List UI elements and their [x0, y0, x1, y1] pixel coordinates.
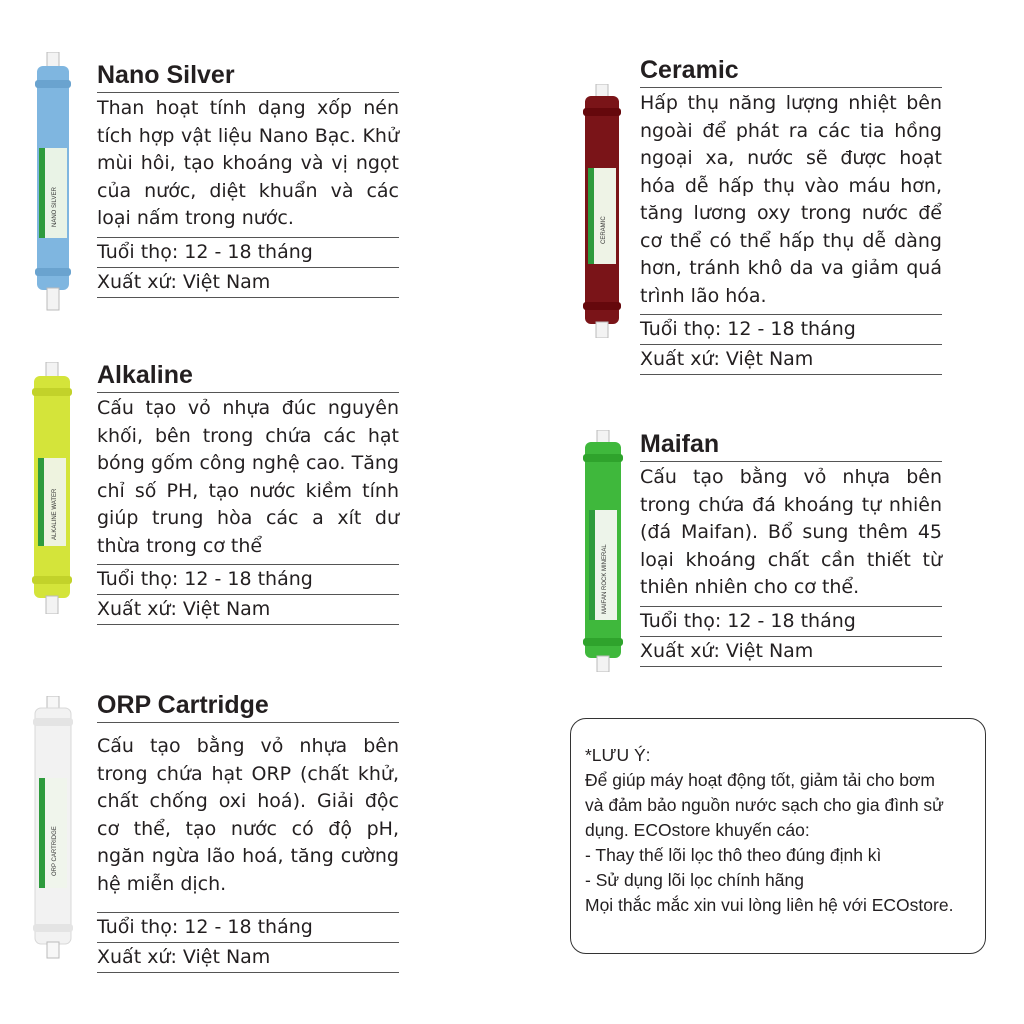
product-origin: Xuất xứ: Việt Nam [640, 637, 942, 667]
product-alkaline [97, 360, 399, 625]
note-line: dụng. ECOstore khuyến cáo: [585, 820, 810, 840]
maifan-filter-image [582, 430, 624, 672]
ceramic-label-text: CERAMIC [601, 216, 607, 244]
ceramic-filter-image [582, 84, 622, 338]
product-description: Hấp thụ năng lượng nhiệt bên ngoài để phát ra các tia hồng ngoại xa, nước sẽ được hoạt hóa dễ hấp thụ vào máu hơn, tăng lương oxy trong nước để cơ thể có thể hấp thụ dễ dàng hơn, tránh khô da va giảm quá trình lão hóa. [640, 88, 942, 315]
product-lifespan: Tuổi thọ: 12 - 18 tháng [97, 913, 399, 943]
product-description: Cấu tạo bằng vỏ nhựa bên trong chứa hạt ORP (chất khử, chất chống oxi hoá). Giải độc cơ thể, tạo nước có độ pH, ngăn ngừa lão hoá, tăng cường hệ miễn dịch. [97, 731, 399, 913]
product-ceramic [640, 55, 942, 375]
product-origin: Xuất xứ: Việt Nam [97, 943, 399, 973]
product-description: Cấu tạo vỏ nhựa đúc nguyên khối, bên trong chứa các hạt bóng gốm công nghệ cao. Tăng chỉ số PH, tạo nước kiềm tính giúp trung hòa các a xít dư thừa trong cơ thể [97, 393, 399, 565]
product-maifan [640, 429, 942, 667]
product-nano-silver [97, 60, 399, 298]
product-lifespan: Tuổi thọ: 12 - 18 tháng [97, 565, 399, 595]
alkaline-filter-image [30, 362, 74, 614]
note-line: - Thay thế lõi lọc thô theo đúng định kì [585, 845, 882, 865]
orp-filter-image [32, 696, 74, 960]
product-lifespan: Tuổi thọ: 12 - 18 tháng [640, 315, 942, 345]
product-title: Alkaline [97, 360, 399, 393]
note-line: - Sử dụng lõi lọc chính hãng [585, 870, 804, 890]
product-lifespan: Tuổi thọ: 12 - 18 tháng [640, 607, 942, 637]
product-lifespan: Tuổi thọ: 12 - 18 tháng [97, 238, 399, 268]
note-line: Để giúp máy hoạt động tốt, giảm tải cho bơm [585, 770, 935, 790]
product-orp-cartridge [97, 690, 399, 973]
note-line: và đảm bảo nguồn nước sạch cho gia đình sử [585, 795, 944, 815]
product-origin: Xuất xứ: Việt Nam [640, 345, 942, 375]
product-description: Than hoạt tính dạng xốp nén tích hợp vật liệu Nano Bạc. Khử mùi hôi, tạo khoáng và vị ngọt của nước, diệt khuẩn và các loại nấm trong nước. [97, 93, 399, 238]
maifan-label-text: MAIFAN ROCK MINERAL [602, 544, 608, 614]
note-line: Mọi thắc mắc xin vui lòng liên hệ với ECOstore. [585, 895, 954, 915]
alkaline-label-text: ALKALINE WATER [52, 488, 58, 540]
product-description: Cấu tạo bằng vỏ nhựa bên trong chứa đá khoáng tự nhiên (đá Maifan). Bổ sung thêm 45 loại khoáng chất cần thiết từ thiên nhiên cho cơ thể. [640, 462, 942, 607]
product-title: Maifan [640, 429, 942, 462]
product-origin: Xuất xứ: Việt Nam [97, 595, 399, 625]
note-box [570, 718, 986, 954]
product-origin: Xuất xứ: Việt Nam [97, 268, 399, 298]
product-title: Nano Silver [97, 60, 399, 93]
product-title: ORP Cartridge [97, 690, 399, 723]
orp-label-text: ORP CARTRIDGE [52, 826, 58, 876]
product-title: Ceramic [640, 55, 942, 88]
nano-silver-filter-image [34, 52, 72, 312]
nano-silver-label-text: NANO SILVER [52, 187, 58, 227]
note-title: *LƯU Ý: [585, 745, 651, 765]
